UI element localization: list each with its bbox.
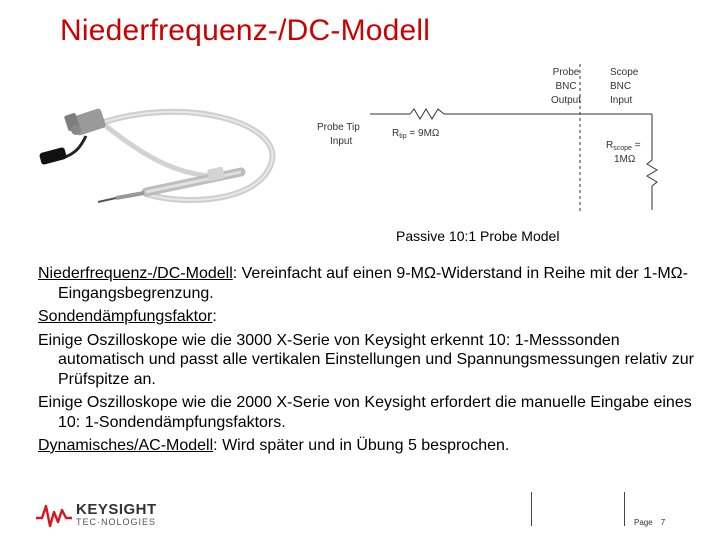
paragraph-3000x: Einige Oszilloskope wie die 3000 X-Serie von Keysight erkennt 10: 1-Messsonden automatisch und passt alle vertikalen Einstellungen und Spannungsmessungen relativ zur Prüfspitze an. xyxy=(38,331,694,388)
footer-divider-1 xyxy=(531,492,532,526)
paragraph-attenuation xyxy=(38,307,708,327)
probe-photo xyxy=(36,84,286,220)
term-ac-model: Dynamisches/AC-Modell xyxy=(38,437,214,454)
body-text xyxy=(38,264,708,460)
r-tip-resistor xyxy=(410,109,444,119)
term-dc-model: Niederfrequenz-/DC-Modell xyxy=(38,265,233,282)
logo-sub: TEC·NOLOGIES xyxy=(76,517,157,527)
label-r-tip: $R_{tip} = 9M\Omega$ xyxy=(392,128,440,140)
r-scope-resistor xyxy=(647,160,657,186)
label-r-scope-value: 1MΩ xyxy=(614,154,636,165)
paragraph-dc-model xyxy=(38,264,708,303)
page-label: Page xyxy=(634,518,653,527)
text-attenuation: : xyxy=(212,308,217,325)
page-number-value: 7 xyxy=(660,518,666,527)
logo-name: KEYSIGHT xyxy=(76,501,157,518)
keysight-wave-icon xyxy=(36,502,72,528)
footer-divider-2 xyxy=(624,492,625,526)
keysight-logo xyxy=(36,500,176,530)
paragraph-2000x: Einige Oszilloskope wie die 2000 X-Serie von Keysight erfordert die manuelle Eingabe eines 10: 1-Sondendämpfungsfaktors. xyxy=(38,394,692,431)
label-probe-bnc-3: Output xyxy=(550,95,582,106)
page-title: Niederfrequenz-/DC-Modell xyxy=(60,14,431,47)
term-attenuation: Sondendämpfungsfaktor xyxy=(38,308,213,325)
label-r-scope: $R_{scope}$ = xyxy=(606,140,641,152)
text-dc-model: : Vereinfacht auf einen 9-MΩ-Widerstand in Reihe mit der 1-MΩ-Eingangsbegrenzung. xyxy=(58,265,688,302)
label-probe-tip-1: Probe Tip xyxy=(317,122,360,133)
label-scope-bnc-3: Input xyxy=(610,95,633,106)
page-number xyxy=(634,518,665,527)
label-probe-tip-2: Input xyxy=(330,136,353,147)
label-scope-bnc-2: BNC xyxy=(610,81,632,92)
figure-caption: Passive 10:1 Probe Model xyxy=(396,228,560,244)
paragraph-ac-model xyxy=(38,436,708,456)
label-probe-bnc-2: BNC xyxy=(555,81,577,92)
probe-schematic xyxy=(312,62,672,222)
text-ac-model: : Wird später und in Übung 5 besprochen. xyxy=(213,437,510,454)
label-scope-bnc-1: Scope xyxy=(610,67,639,78)
label-probe-bnc-1: Probe xyxy=(552,67,580,78)
